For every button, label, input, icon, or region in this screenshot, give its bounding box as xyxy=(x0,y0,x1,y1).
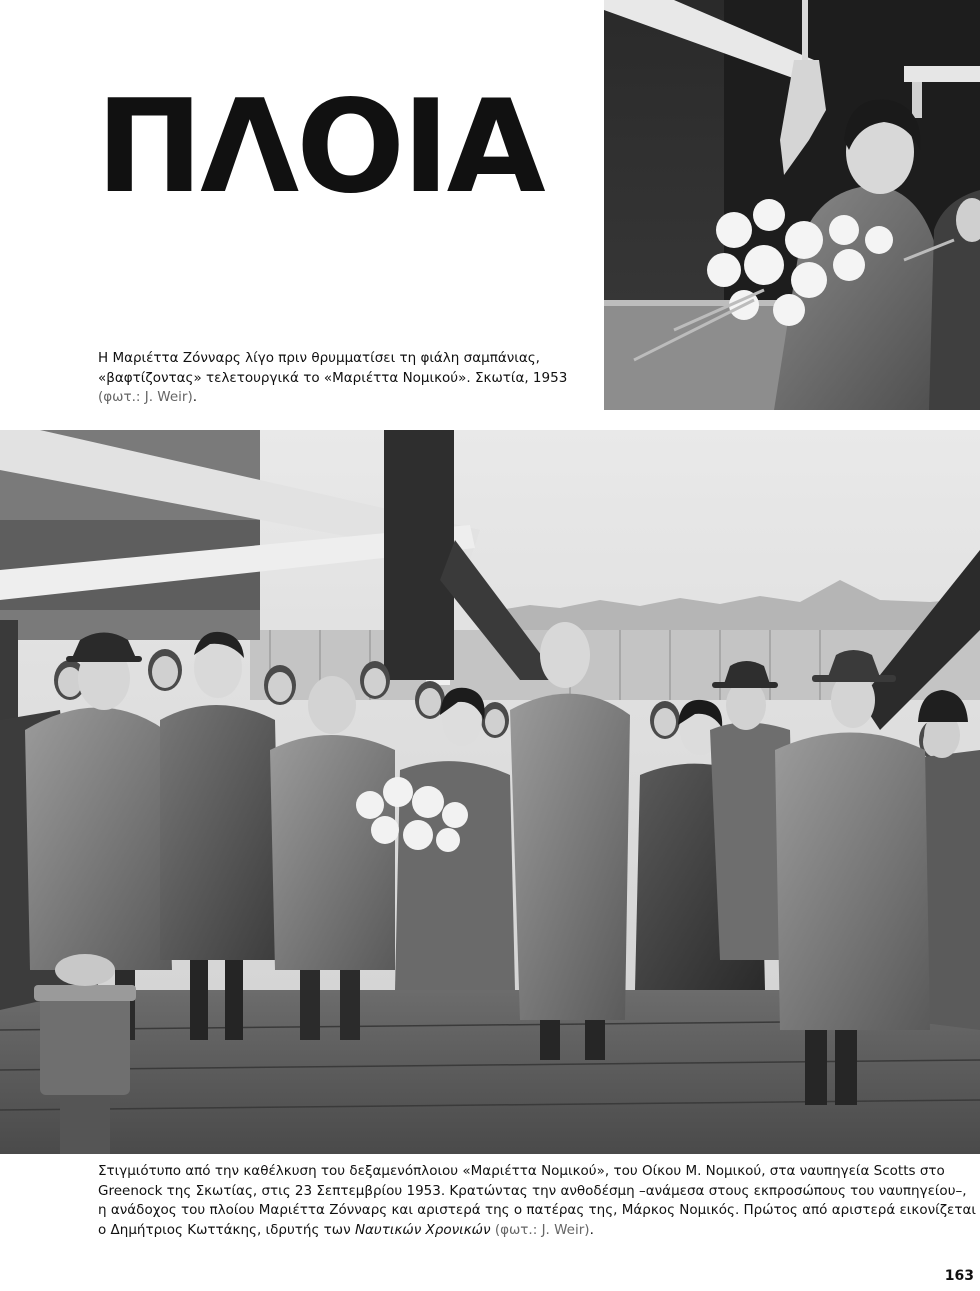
page-title: ΠΛΟΙΑ xyxy=(96,73,543,222)
launch-photo-caption xyxy=(98,1162,976,1240)
ship-launch-group-photo-illustration xyxy=(0,430,980,1154)
launch-caption-text: Στιγμιότυπο από την καθέλκυση του δεξαμενόπλοιου «Μαριέττα Νομικού», του Οίκου Μ. Νομικού, στα ναυπηγεία Scotts στο Greenock της Σκωτίας, στις 23 Σεπτεμβρίου 1953. Κρατώντας την ανθοδέσμη –ανάμεσα στους εκπροσώπους του ναυπηγείου–, η ανάδοχος του πλοίου Μαριέττα Ζόνναρς και αριστερά της ο πατέρας της, Μάρκος Νομικός. Πρώτος από αριστερά εικονίζεται ο Δημήτριος Κωττάκης, ιδρυτής των xyxy=(98,1163,976,1238)
launch-photo-credit: (φωτ.: J. Weir) xyxy=(494,1221,590,1238)
launch-caption-italic-title: Ναυτικών Χρονικών xyxy=(354,1221,491,1238)
sponsor-photo-credit: (φωτ.: J. Weir) xyxy=(98,389,193,405)
ship-launch-group-photo xyxy=(0,430,980,1154)
sponsor-photo-caption xyxy=(98,349,588,408)
sponsor-caption-end: . xyxy=(192,389,198,405)
sponsor-caption-line-2: «βαφτίζοντας» τελετουργικά το «Μαριέττα Νομικού». Σκωτία, 1953 xyxy=(98,369,568,386)
launch-sponsor-photo xyxy=(604,0,980,410)
page-number: 163 xyxy=(944,1268,974,1284)
sponsor-caption-line-1: Η Μαριέττα Ζόνναρς λίγο πριν θρυμματίσει τη φιάλη σαμπάνιας, xyxy=(98,350,540,366)
launch-sponsor-photo-illustration xyxy=(604,0,980,410)
launch-caption-end: . xyxy=(589,1221,594,1238)
